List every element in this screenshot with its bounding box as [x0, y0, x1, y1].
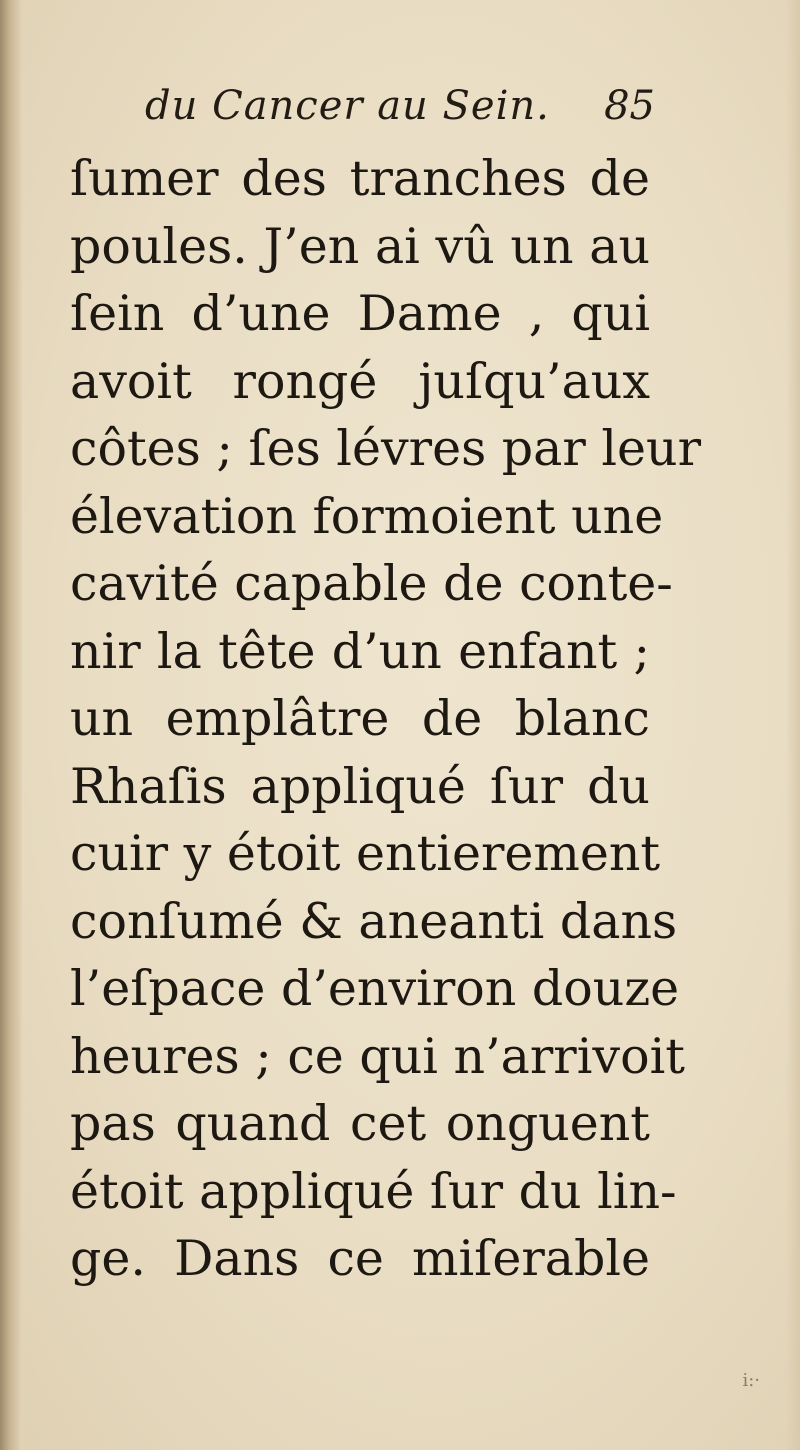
page-header — [145, 82, 655, 142]
text-line: élevation formoient une — [70, 487, 664, 545]
text-line: conſumé & aneanti dans — [70, 892, 678, 950]
text-line: cuir y étoit entierement — [70, 825, 661, 882]
text-line: avoit rongé juſqu’aux — [70, 352, 650, 410]
text-line: heures ; ce qui n’arrivoit — [70, 1027, 685, 1085]
text-line: cavité capable de conte- — [70, 555, 673, 612]
body-text — [70, 145, 702, 1293]
running-title: du Cancer au Sein. — [145, 83, 550, 129]
text-line: poules. J’en ai vû un au — [70, 217, 650, 275]
text-line: l’eſpace d’environ douze — [70, 960, 680, 1017]
text-line: un emplâtre de blanc — [70, 690, 650, 747]
page-number: 85 — [604, 83, 655, 129]
text-line: nir la tête d’un enfant ; — [70, 622, 650, 680]
text-line: ſein d’une Dame , qui — [70, 285, 650, 342]
binding-gutter — [0, 0, 22, 1450]
text-line: étoit appliqué ſur du lin- — [70, 1162, 677, 1220]
text-line: ſumer des tranches de — [70, 150, 650, 207]
text-line: ge. Dans ce miſerable — [70, 1230, 650, 1287]
text-line: pas quand cet onguent — [70, 1095, 650, 1152]
corner-mark: i:· — [742, 1370, 760, 1391]
text-line: Rhaſis appliqué ſur du — [70, 757, 650, 815]
page-edge — [786, 0, 800, 1450]
text-line: côtes ; ſes lévres par leur — [70, 420, 702, 477]
